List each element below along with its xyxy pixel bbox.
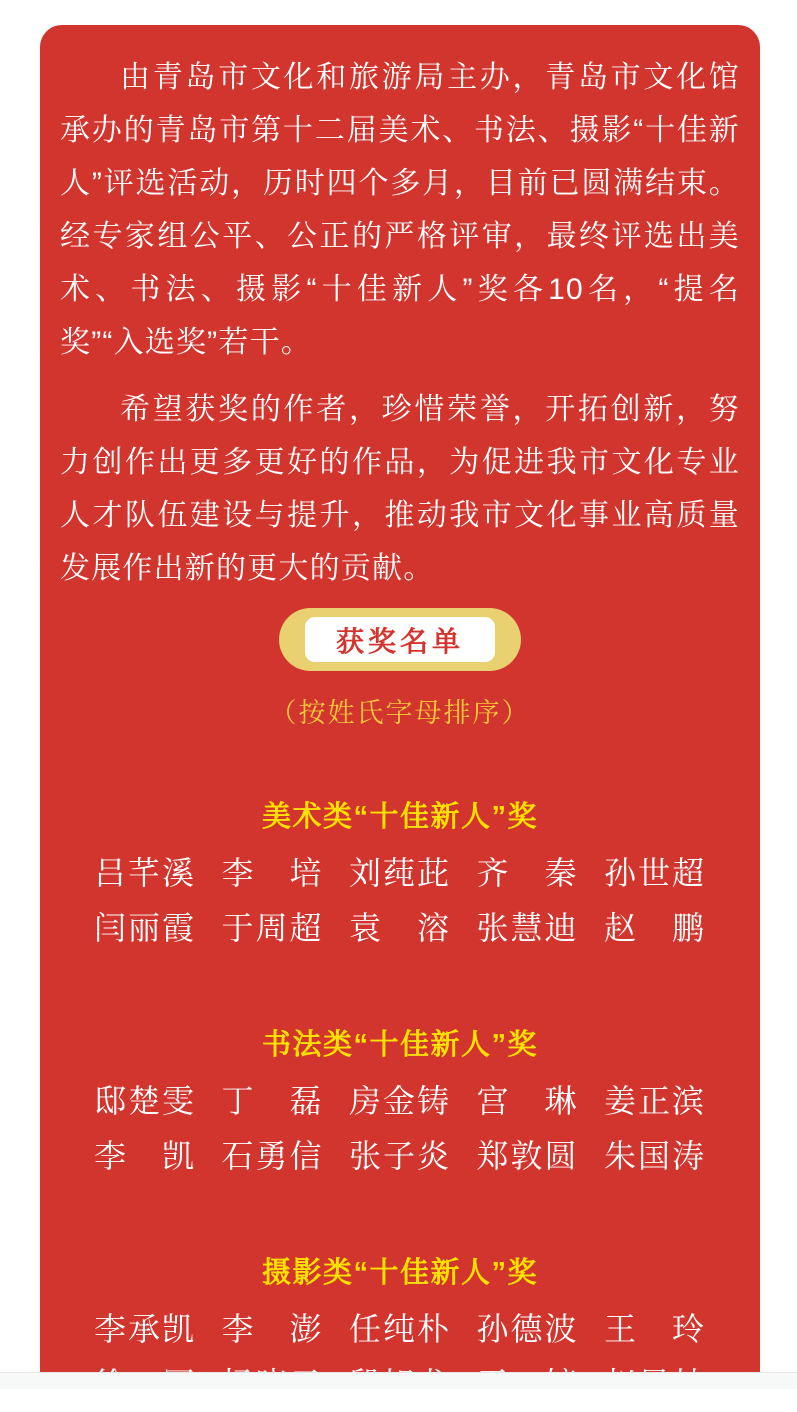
- winner-name: 姜正滨: [603, 1083, 706, 1119]
- winner-name: 任纯朴: [348, 1311, 451, 1347]
- winner-name: 孙世超: [603, 855, 706, 891]
- name-row: [60, 846, 740, 901]
- announcement-card: [40, 25, 760, 1372]
- name-row: [60, 901, 740, 956]
- winner-name: 齐 秦: [476, 855, 579, 891]
- badge-inner-panel: [305, 617, 495, 662]
- winner-name: 朱国涛: [603, 1138, 706, 1174]
- page-footer-strip: [0, 1372, 797, 1389]
- winner-name: 孙德波: [476, 1311, 579, 1347]
- winner-name: 李 凯: [94, 1138, 197, 1174]
- winner-name: 袁 溶: [348, 910, 451, 946]
- name-row: [60, 1129, 740, 1184]
- badge-pill: [279, 608, 521, 671]
- winner-name: 宫 琳: [476, 1083, 579, 1119]
- winner-name: 王 玲: [603, 1311, 706, 1347]
- category-title: 摄影类“十佳新人”奖: [261, 1257, 538, 1289]
- winner-name: 赵 鹏: [603, 910, 706, 946]
- award-list-badge: [60, 608, 740, 671]
- winner-name: 房金铸: [348, 1083, 451, 1119]
- sort-order-note: （按姓氏字母排序）: [269, 698, 531, 728]
- winner-name: 吕芊溪: [94, 855, 197, 891]
- intro-paragraph: 由青岛市文化和旅游局主办，青岛市文化馆承办的青岛市第十二届美术、书法、摄影“十佳新人”评选活动，历时四个多月，目前已圆满结束。经专家组公平、公正的严格评审，最终评选出美术、书法、摄影“十佳新人”奖各10名，“提名奖”“入选奖”若干。: [60, 61, 740, 359]
- badge-label: 获奖名单: [335, 625, 464, 657]
- winner-name: 邸楚雯: [94, 1083, 197, 1119]
- wish-paragraph: 希望获奖的作者，珍惜荣誉，开拓创新，努力创作出更多更好的作品，为促进我市文化专业人才队伍建设与提升，推动我市文化事业高质量发展作出新的更大的贡献。: [60, 393, 740, 585]
- name-row: [60, 1302, 740, 1357]
- winner-name: 李承凯: [94, 1311, 197, 1347]
- winner-name: 刘莼茈: [348, 855, 451, 891]
- winner-name: 郑敦圆: [476, 1138, 579, 1174]
- category-section-art: [60, 800, 740, 956]
- winner-name: 李 澎: [221, 1311, 324, 1347]
- winner-name: 张慧迪: [476, 910, 579, 946]
- winner-name: 李 培: [221, 855, 324, 891]
- winner-name: 张子炎: [348, 1138, 451, 1174]
- winner-name: 丁 磊: [221, 1083, 324, 1119]
- winner-name: 石勇信: [221, 1138, 324, 1174]
- category-title: 书法类“十佳新人”奖: [261, 1029, 538, 1061]
- category-title: 美术类“十佳新人”奖: [261, 801, 538, 833]
- winner-name: 闫丽霞: [94, 910, 197, 946]
- winner-name: 于周超: [221, 910, 324, 946]
- name-row: [60, 1074, 740, 1129]
- category-section-calligraphy: [60, 1028, 740, 1184]
